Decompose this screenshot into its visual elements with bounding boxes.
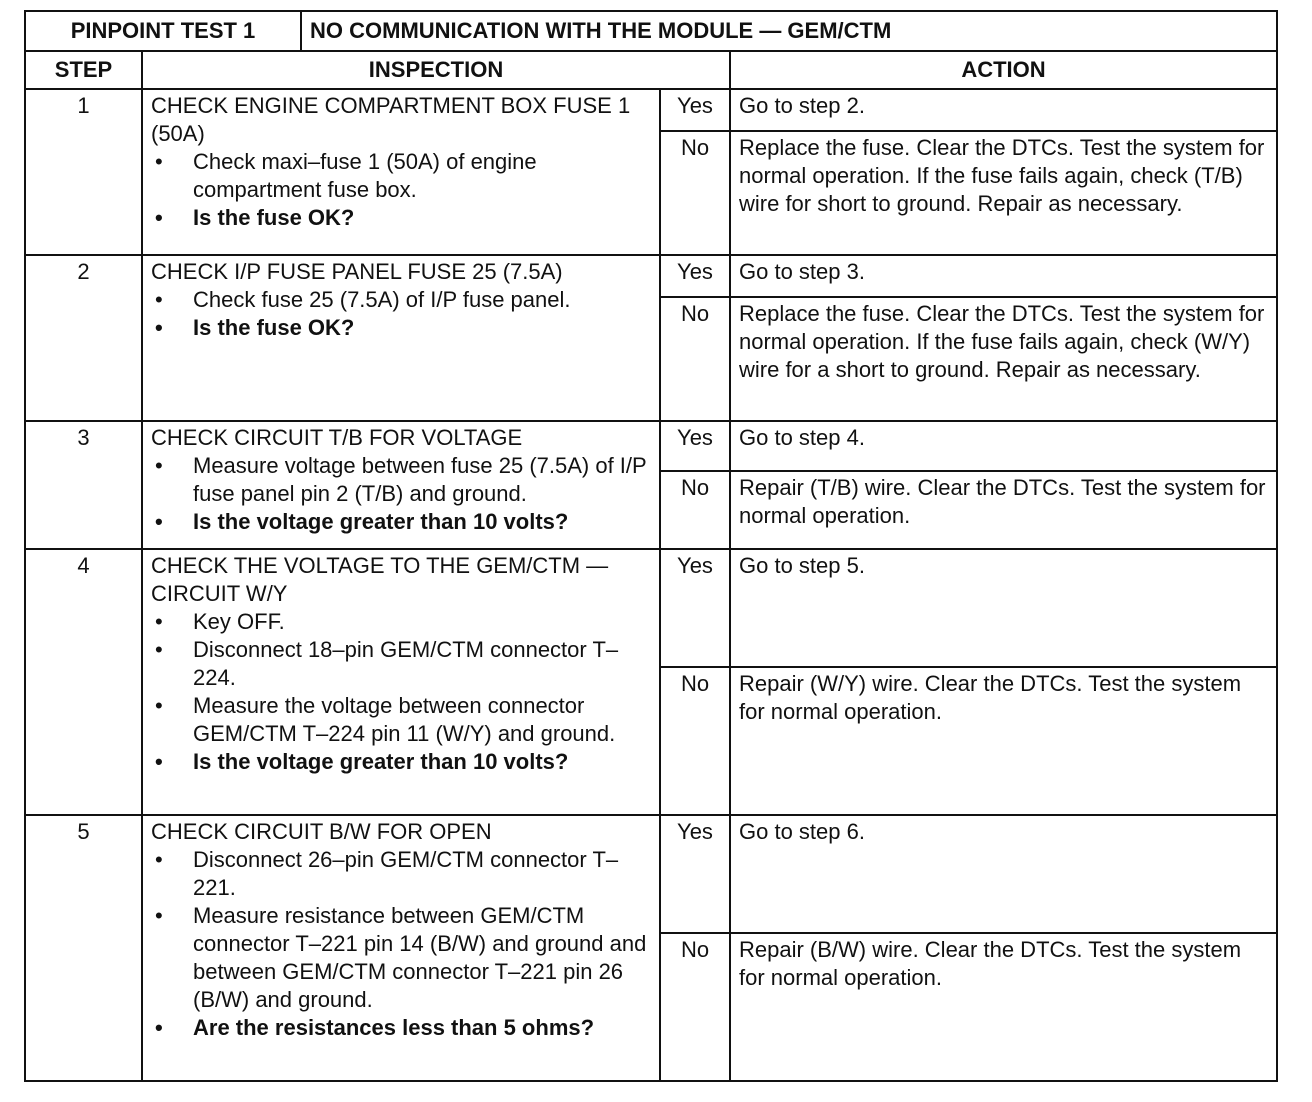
header-inspection: INSPECTION (142, 51, 730, 89)
no-action: Replace the fuse. Clear the DTCs. Test the system for normal operation. If the fuse fails again, check (W/Y) wire for a short to ground. Repair as necessary. (730, 297, 1277, 421)
inspection-question: • Is the voltage greater than 10 volts? (151, 748, 653, 776)
inspection-title: CHECK CIRCUIT B/W FOR OPEN (151, 819, 492, 844)
step-row (25, 255, 1277, 297)
inspection-bullet: • Measure resistance between GEM/CTM connector T–221 pin 14 (B/W) and ground and between GEM/CTM connector T–221 pin 26 (B/W) and ground. (151, 902, 653, 1014)
header-action: ACTION (730, 51, 1277, 89)
inspection-question: • Is the fuse OK? (151, 314, 653, 342)
step-number: 1 (25, 89, 142, 255)
inspection-title: CHECK I/P FUSE PANEL FUSE 25 (7.5A) (151, 259, 563, 284)
yes-action: Go to step 2. (730, 89, 1277, 131)
yes-action: Go to step 5. (730, 549, 1277, 667)
test-id: PINPOINT TEST 1 (26, 12, 301, 50)
inspection-question: • Is the fuse OK? (151, 204, 653, 232)
step-inspection (142, 549, 660, 815)
no-label: No (660, 667, 730, 815)
inspection-title: CHECK CIRCUIT T/B FOR VOLTAGE (151, 425, 523, 450)
no-action: Replace the fuse. Clear the DTCs. Test the system for normal operation. If the fuse fails again, check (T/B) wire for short to ground. Repair as necessary. (730, 131, 1277, 255)
test-description: NO COMMUNICATION WITH THE MODULE — GEM/CTM (310, 18, 892, 43)
inspection-title: CHECK ENGINE COMPARTMENT BOX FUSE 1 (50A) (151, 93, 631, 146)
step-number: 2 (25, 255, 142, 421)
inspection-title: CHECK THE VOLTAGE TO THE GEM/CTM — CIRCUIT W/Y (151, 553, 609, 606)
step-inspection (142, 89, 660, 255)
header-step: STEP (25, 51, 142, 89)
step-row (25, 815, 1277, 933)
step-row (25, 549, 1277, 667)
yes-action: Go to step 6. (730, 815, 1277, 933)
inspection-bullet: • Disconnect 18–pin GEM/CTM connector T–224. (151, 636, 653, 692)
inspection-bullet: • Measure voltage between fuse 25 (7.5A) of I/P fuse panel pin 2 (T/B) and ground. (151, 452, 653, 508)
step-inspection (142, 255, 660, 421)
inspection-bullet: • Disconnect 26–pin GEM/CTM connector T–221. (151, 846, 653, 902)
no-label: No (660, 471, 730, 549)
inspection-bullet: • Check fuse 25 (7.5A) of I/P fuse panel. (151, 286, 653, 314)
yes-label: Yes (660, 89, 730, 131)
inspection-bullet: • Key OFF. (151, 608, 653, 636)
inspection-bullets (151, 608, 653, 776)
inspection-bullet: • Measure the voltage between connector GEM/CTM T–224 pin 11 (W/Y) and ground. (151, 692, 653, 748)
step-number: 3 (25, 421, 142, 549)
no-label: No (660, 131, 730, 255)
yes-label: Yes (660, 815, 730, 933)
yes-label: Yes (660, 421, 730, 471)
no-action: Repair (T/B) wire. Clear the DTCs. Test the system for normal operation. (730, 471, 1277, 549)
step-number: 5 (25, 815, 142, 1081)
yes-label: Yes (660, 255, 730, 297)
pinpoint-test-sheet (24, 10, 1276, 1082)
inspection-bullets (151, 846, 653, 1042)
inspection-bullet: • Check maxi–fuse 1 (50A) of engine compartment fuse box. (151, 148, 653, 204)
step-inspection (142, 421, 660, 549)
inspection-bullets (151, 452, 653, 536)
no-action: Repair (B/W) wire. Clear the DTCs. Test the system for normal operation. (730, 933, 1277, 1081)
no-label: No (660, 297, 730, 421)
yes-label: Yes (660, 549, 730, 667)
header-row (25, 51, 1277, 89)
inspection-question: • Are the resistances less than 5 ohms? (151, 1014, 653, 1042)
no-action: Repair (W/Y) wire. Clear the DTCs. Test the system for normal operation. (730, 667, 1277, 815)
inspection-question: • Is the voltage greater than 10 volts? (151, 508, 653, 536)
yes-action: Go to step 4. (730, 421, 1277, 471)
no-label: No (660, 933, 730, 1081)
inspection-bullets (151, 286, 653, 342)
title-cell (25, 11, 1277, 51)
pinpoint-test-table (24, 10, 1278, 1082)
step-row (25, 421, 1277, 471)
inspection-bullets (151, 148, 653, 232)
title-inner (26, 12, 1276, 50)
step-row (25, 89, 1277, 131)
title-row (25, 11, 1277, 51)
yes-action: Go to step 3. (730, 255, 1277, 297)
step-inspection (142, 815, 660, 1081)
step-number: 4 (25, 549, 142, 815)
